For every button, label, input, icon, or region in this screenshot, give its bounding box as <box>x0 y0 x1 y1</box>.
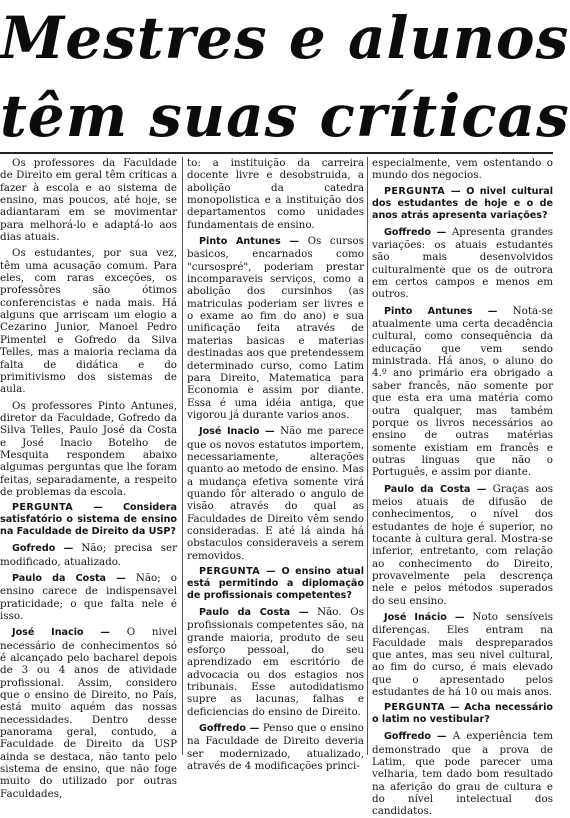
article-column-2 <box>187 157 365 773</box>
speaker-name: Gofredo — <box>12 543 74 555</box>
speaker-name: Pinto Antunes — <box>384 305 498 317</box>
question-tag: PERGUNTA — <box>384 702 460 714</box>
answer-paragraph <box>187 425 364 562</box>
answer-text: Não. Os profissionais competentes são, na grande maioria, produto de seu esforço pessoal, do seu aprendizado em escritório de advocacia ou dos estagios nos tribunais. Esse autodidatismo supre as lacunas, falhas e deficiencias do ensino de Direito. <box>187 606 364 718</box>
body-paragraph: Os estudantes, por sua vez, têm uma acusação comum. Para eles, com raras exceções, os professôres são ótimos conferencistas e nada mais. Há alguns que arriscam um elogio a Cezarino Junior, Manoel Pedro Pimentel e Gofredo da Silva Telles, mas a maioria reclama da falta de didática e do primitivismo dos sistemas de aula. <box>0 247 177 396</box>
answer-text: A experiência tem demonstrado que a prova de Latim, que pode parecer uma velharia, tem dado bom resultado na aferição do grau de cultura e do nível intelectual dos candidatos. <box>372 730 553 818</box>
answer-paragraph <box>372 305 553 479</box>
answer-paragraph <box>372 226 553 301</box>
answer-text: Apresenta grandes variações: os atuais estudantes são mais desenvolvidos culturalmente que os de outrora em certos campos e menos em outros. <box>372 225 553 301</box>
headline-line-2: têm suas críticas <box>0 82 570 150</box>
answer-text: Nota-se atualmente uma certa decadência cultural, como consequência da educação que vem sendo ministrada. Há anos, o aluno do 4.º ano primário era obrigado a saber francês, não somente por que esta era uma matéria como outra qualquer, mas também porque os livros necessários ao ensino de outras matérias somente existiam em francês e outras linguas que não o Português, e assim por diante. <box>372 304 553 479</box>
question <box>0 502 177 538</box>
speaker-name: José Inacio — <box>12 627 110 639</box>
speaker-name: José Inácio — <box>384 612 465 623</box>
body-paragraph: to: a instituição da carreira docente livre e desobstruida, a abolição da catedra monopolistica e a instituição dos departamentos como unidades fundamentais de ensino. <box>187 157 364 231</box>
question-text: O ensino atual está permitindo a diplomação de profissionais competentes? <box>187 566 365 601</box>
answer-paragraph <box>372 483 553 607</box>
question-tag: PERGUNTA — <box>384 185 461 197</box>
answer-paragraph <box>187 606 364 718</box>
question-text: O nivel cultural dos estudantes de hoje e o de anos atrás apresenta variações? <box>372 185 554 221</box>
speaker-name: Paulo da Costa — <box>12 572 126 584</box>
answer-paragraph <box>0 572 177 622</box>
headline-rule <box>0 152 553 154</box>
answer-paragraph <box>372 611 553 698</box>
answer-text: Os cursos basicos, encarnados como "cursospré", poderiam prestar incomparaveis serviços, como a abolição dos cursinhos (as matriculas poderiam ser livres e o exame ao fim do ano) e sua unificação feita através de materias basicas e materias destinadas aos que pretendessem determinado curso, como Latim para Direito, Matematica para Economia e assim por diante. Essa é uma idéia antiga, que vigorou já durante varios anos. <box>187 235 364 421</box>
answer-text: Não me parece que os novos estatutos importem, necessariamente, alterações quanto ao metodo de ensino. Mas a mudança efetiva somente virá quando fôr alterado o angulo de visão através do qual as Faculdades de Direito vêm sendo consideradas. E até lá ainda há obstaculos consideraveis a serem removidos. <box>187 425 365 562</box>
answer-paragraph <box>0 626 177 800</box>
article-column-1 <box>0 157 177 800</box>
answer-text: Graças aos meios atuais de difusão de conhecimentos, o nível dos estudantes de hoje é superior, no tocante à cultura geral. Mostra-se inferior, entretanto, com relação ao conhecimento do Direito, provavelmente pela descrença nele e pelos métodos superados do seu ensino. <box>372 482 553 607</box>
question-tag: PERGUNTA — <box>199 566 276 577</box>
body-paragraph: especialmente, vem ostentando o mundo dos negocios. <box>372 157 553 182</box>
question <box>372 186 553 222</box>
body-paragraph: Os professores Pinto Antunes, diretor da Faculdade, Gofredo da Silva Telles, Paulo José da Costa e José Inacio Botelho de Mesquita respondem abaixo algumas perguntas que lhe foram feitas, separadamente, a respeito de problemas da escola. <box>0 399 177 498</box>
answer-text: Penso que o ensino na Faculdade de Direito deveria ser modernizado, atualizado, através de 4 modificações princi- <box>187 722 364 773</box>
answer-paragraph <box>372 730 553 817</box>
speaker-name: Goffredo — <box>384 226 447 238</box>
question-tag: PERGUNTA — <box>12 502 104 514</box>
question-text: Considera satisfatório o sistema de ensino na Faculdade de Direito da USP? <box>0 502 177 538</box>
question-text: Acha necessário o latim no vestibular? <box>372 702 554 726</box>
body-paragraph: Os professores da Faculdade de Direito em geral têm críticas a fazer à escola e ao sistema de ensino, mas poucos, até hoje, se adiantaram em se movimentar para melhorá-lo e adaptá-lo aos dias atuais. <box>0 157 177 244</box>
speaker-name: José Inacio — <box>199 426 275 438</box>
speaker-name: Pinto Antunes — <box>199 236 299 248</box>
article-column-3 <box>372 157 554 818</box>
answer-text: Não; o ensino carece de indispensavel praticidade; o que falta nele é isso. <box>0 571 177 622</box>
speaker-name: Goffredo — <box>384 731 447 743</box>
speaker-name: Goffredo — <box>199 723 260 735</box>
question <box>372 702 553 726</box>
speaker-name: Paulo da Costa — <box>199 607 309 618</box>
answer-text: Noto sensíveis diferenças. Eles entram na Faculdade mais despreparados que antes, mas seu nivel cultural, ao fim do curso, é mais elevado que o apresentado pelos estudantes de há 10 ou mais anos. <box>372 611 553 699</box>
answer-paragraph <box>187 722 364 772</box>
answer-text: Não; precisa ser modificado, atualizado. <box>0 542 177 568</box>
answer-paragraph <box>187 235 364 421</box>
speaker-name: Paulo da Costa — <box>384 483 487 495</box>
headline-line-1: Mestres e alunos <box>0 4 570 72</box>
answer-text: O nivel necessário de conhecimentos só é alcançado pelo bacharel depois de 3 ou 4 anos de atividade profissional. Assim, considero que o ensino de Direito, no País, está muito aquém das nossas necessidades. Dentro desse panorama geral, contudo, a Faculdade de Direito da USP ainda se destaca, não tanto pelo sistema de ensino, que não foge muito do utilizado por outras Faculdades, <box>0 626 177 800</box>
column-separator <box>367 157 368 755</box>
question <box>187 566 364 602</box>
answer-paragraph <box>0 542 177 568</box>
column-separator <box>182 157 183 755</box>
